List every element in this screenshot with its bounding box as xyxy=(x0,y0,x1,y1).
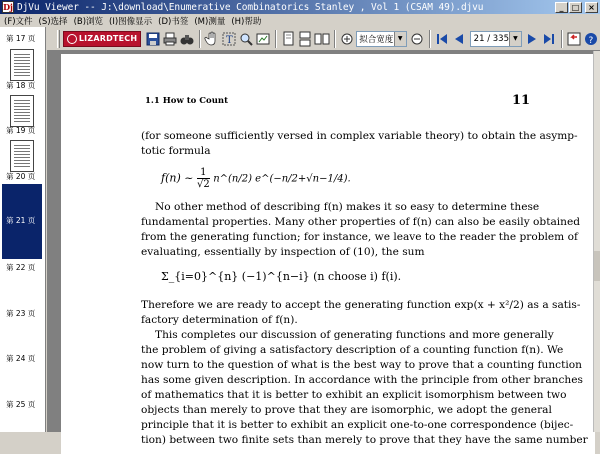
binoculars-icon xyxy=(179,31,195,47)
formula-asymptotic: f(n) ~ $\frac{1}{√2}$ n^(n/2) e^(−n/2+√n−1/4). xyxy=(161,167,351,190)
document-view[interactable] xyxy=(47,51,593,446)
hand-icon xyxy=(204,31,220,47)
toolbar-separator xyxy=(275,30,277,48)
djvu-icon: Dj xyxy=(3,2,13,12)
formula-sum: Σ_{i=0}^{n} (−1)^{n−i} (n choose i) f(i). xyxy=(161,270,402,283)
last-page-button[interactable] xyxy=(541,30,557,48)
menu-image-display[interactable]: (I)图像显示 xyxy=(109,16,153,27)
toolbar-separator xyxy=(429,30,431,48)
thumbnail-sidebar xyxy=(0,27,46,432)
zoom-out-button[interactable] xyxy=(409,30,425,48)
continuous-button[interactable] xyxy=(297,30,313,48)
thumbnail-page-21-selected[interactable] xyxy=(2,184,42,259)
prev-page-button[interactable] xyxy=(451,30,467,48)
menu-bookmarks[interactable]: (D)书签 xyxy=(158,16,189,27)
text-line: the problem of giving a satisfactory description of a counting function f(n). We xyxy=(141,344,564,356)
zoom-select[interactable]: 拟合宽度 ▼ xyxy=(356,31,406,47)
thumbnail-label[interactable]: 第 22 页 xyxy=(6,263,36,272)
menu-browse[interactable]: (B)浏览 xyxy=(73,16,104,27)
region-select-button[interactable] xyxy=(255,30,271,48)
zoom-rect-button[interactable] xyxy=(238,30,254,48)
chevron-down-icon: ▼ xyxy=(394,32,406,46)
facing-pages-button[interactable] xyxy=(314,30,330,48)
toolbar-separator xyxy=(334,30,336,48)
lizard-icon xyxy=(67,34,77,44)
save-icon xyxy=(145,31,161,47)
text-line: factory determination of f(n). xyxy=(141,314,298,326)
svg-text:?: ? xyxy=(588,35,594,46)
next-page-icon xyxy=(524,31,540,47)
thumbnail-page-19[interactable] xyxy=(10,95,34,127)
toolbar-separator xyxy=(561,30,563,48)
menu-measure[interactable]: (M)测量 xyxy=(194,16,226,27)
text-line: fundamental properties. Many other properties of f(n) can also be easily obtained xyxy=(141,216,581,228)
toolbar-separator xyxy=(199,30,201,48)
print-button[interactable] xyxy=(162,30,178,48)
text-line: No other method of describing f(n) makes it so easy to determine these xyxy=(155,201,540,213)
menu-select[interactable]: (S)选择 xyxy=(38,16,68,27)
text-line: evaluating, essentially by inspection of (10), the sum xyxy=(141,246,425,258)
text-line: Therefore we are ready to accept the generating function exp(x + x²/2) as a satis- xyxy=(141,299,581,311)
find-button[interactable] xyxy=(179,30,195,48)
text-line: now turn to the question of what is the best way to prove that a counting function xyxy=(141,359,582,371)
menu-help[interactable]: (H)帮助 xyxy=(231,16,262,27)
single-page-icon xyxy=(280,31,296,47)
title-bar xyxy=(0,0,600,14)
thumbnail-label[interactable]: 第 20 页 xyxy=(6,172,36,181)
text-line: from the generating function; for instance, we leave to the reader the problem of xyxy=(141,231,578,243)
page-number-select[interactable]: 21 / 335 ▼ xyxy=(470,31,522,47)
page-number: 11 xyxy=(512,93,531,108)
text-line: tion) between two finite sets than merely to prove that they have the same number xyxy=(141,434,588,446)
toolbar xyxy=(47,27,600,51)
window-title: DjVu Viewer -- J:\download\Enumerative Combinatorics Stanley , Vol 1 (CSAM 49).djvu xyxy=(17,1,484,13)
text-line: (for someone sufficiently versed in complex variable theory) to obtain the asymp- xyxy=(141,130,578,142)
last-page-icon xyxy=(541,31,557,47)
text-line: has some given description. In accordance with the principle from other branches xyxy=(141,374,583,386)
prev-page-icon xyxy=(451,31,467,47)
svg-text:T: T xyxy=(226,34,233,46)
back-button[interactable] xyxy=(566,30,582,48)
thumbnail-page-20[interactable] xyxy=(10,140,34,172)
text-line: objects than merely to prove that they are isomorphic, we adopt the general xyxy=(141,404,552,416)
facing-icon xyxy=(314,31,330,47)
help-button[interactable] xyxy=(583,30,599,48)
help-icon xyxy=(583,31,599,47)
text-select-icon xyxy=(221,31,237,47)
hand-tool-button[interactable] xyxy=(204,30,220,48)
text-line: principle that it is better to exhibit an explicit one-to-one correspondence (bijec- xyxy=(141,419,574,431)
first-page-button[interactable] xyxy=(434,30,450,48)
lizardtech-logo[interactable]: LIZARDTECH xyxy=(63,31,141,47)
chevron-down-icon: ▼ xyxy=(509,32,521,46)
text-line: of mathematics that it is better to exhibit an explicit isomorphism between two xyxy=(141,389,567,401)
scrollbar-thumb[interactable] xyxy=(594,251,600,281)
thumbnail-label[interactable]: 第 19 页 xyxy=(6,126,36,135)
menu-file[interactable]: (F)文件 xyxy=(4,16,33,27)
thumbnail-label[interactable]: 第 25 页 xyxy=(6,400,36,409)
print-icon xyxy=(162,31,178,47)
text-line: totic formula xyxy=(141,145,211,157)
thumbnail-page-18[interactable] xyxy=(10,49,34,81)
thumbnail-label[interactable]: 第 24 页 xyxy=(6,354,36,363)
thumbnail-label: 第 21 页 xyxy=(6,216,36,225)
menu-bar xyxy=(0,14,600,27)
back-icon xyxy=(566,31,582,47)
zoom-rect-icon xyxy=(238,31,254,47)
text-line: This completes our discussion of generating functions and more generally xyxy=(155,329,554,341)
zoom-out-icon xyxy=(409,31,425,47)
zoom-in-button[interactable] xyxy=(339,30,355,48)
continuous-icon xyxy=(297,31,313,47)
first-page-icon xyxy=(434,31,450,47)
minimize-button[interactable]: _ xyxy=(555,2,568,13)
thumbnail-label[interactable]: 第 18 页 xyxy=(6,81,36,90)
maximize-button[interactable]: □ xyxy=(569,2,582,13)
document-page xyxy=(61,54,595,454)
running-header: 1.1 How to Count xyxy=(145,96,228,106)
region-select-icon xyxy=(255,31,271,47)
close-button[interactable]: × xyxy=(585,2,598,13)
next-page-button[interactable] xyxy=(524,30,540,48)
save-button[interactable] xyxy=(145,30,161,48)
zoom-in-icon xyxy=(339,31,355,47)
vertical-scrollbar[interactable] xyxy=(593,51,600,432)
toolbar-grip[interactable] xyxy=(57,30,60,48)
thumbnail-label[interactable]: 第 23 页 xyxy=(6,309,36,318)
text-select-button[interactable] xyxy=(221,30,237,48)
thumbnail-label[interactable]: 第 17 页 xyxy=(6,34,36,43)
single-page-button[interactable] xyxy=(280,30,296,48)
